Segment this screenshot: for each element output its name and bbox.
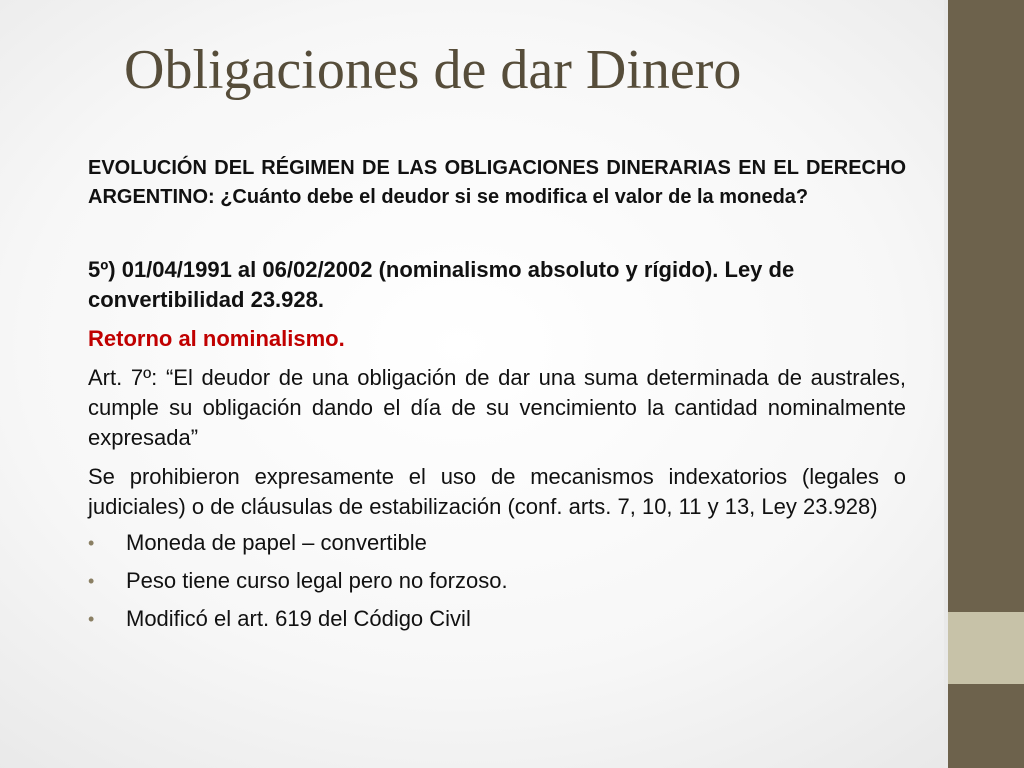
bullet-icon: • xyxy=(88,533,95,553)
slide-content xyxy=(88,154,906,642)
side-decor-accent xyxy=(948,612,1024,684)
list-item xyxy=(88,566,906,596)
bullet-text: Peso tiene curso legal pero no forzoso. xyxy=(126,568,508,593)
highlight-text: Retorno al nominalismo. xyxy=(88,326,345,351)
bullet-text: Moneda de papel – convertible xyxy=(126,530,427,555)
article-quote: Art. 7º: “El deudor de una obligación de dar una suma determinada de australes, cumple su obligación dando el día de su vencimiento la cantidad nominalmente expresada” xyxy=(88,365,906,450)
bullet-list xyxy=(88,528,906,634)
list-item xyxy=(88,604,906,634)
period-heading: 5º) 01/04/1991 al 06/02/2002 (nominalismo absoluto y rígido). Ley de convertibilidad 23.928. xyxy=(88,257,795,312)
prohibition-text: Se prohibieron expresamente el uso de mecanismos indexatorios (legales o judiciales) o de cláusulas de estabilización (conf. arts. 7, 10, 11 y 13, Ley 23.928) xyxy=(88,464,906,519)
slide-title: Obligaciones de dar Dinero xyxy=(124,39,742,101)
bullet-text: Modificó el art. 619 del Código Civil xyxy=(126,606,471,631)
bullet-icon: • xyxy=(88,571,95,591)
list-item xyxy=(88,528,906,558)
bullet-icon: • xyxy=(88,609,95,629)
intro-heading: EVOLUCIÓN DEL RÉGIMEN DE LAS OBLIGACIONES DINERARIAS EN EL DERECHO ARGENTINO: ¿Cuánto debe el deudor si se modifica el valor de la moneda? xyxy=(88,157,906,208)
